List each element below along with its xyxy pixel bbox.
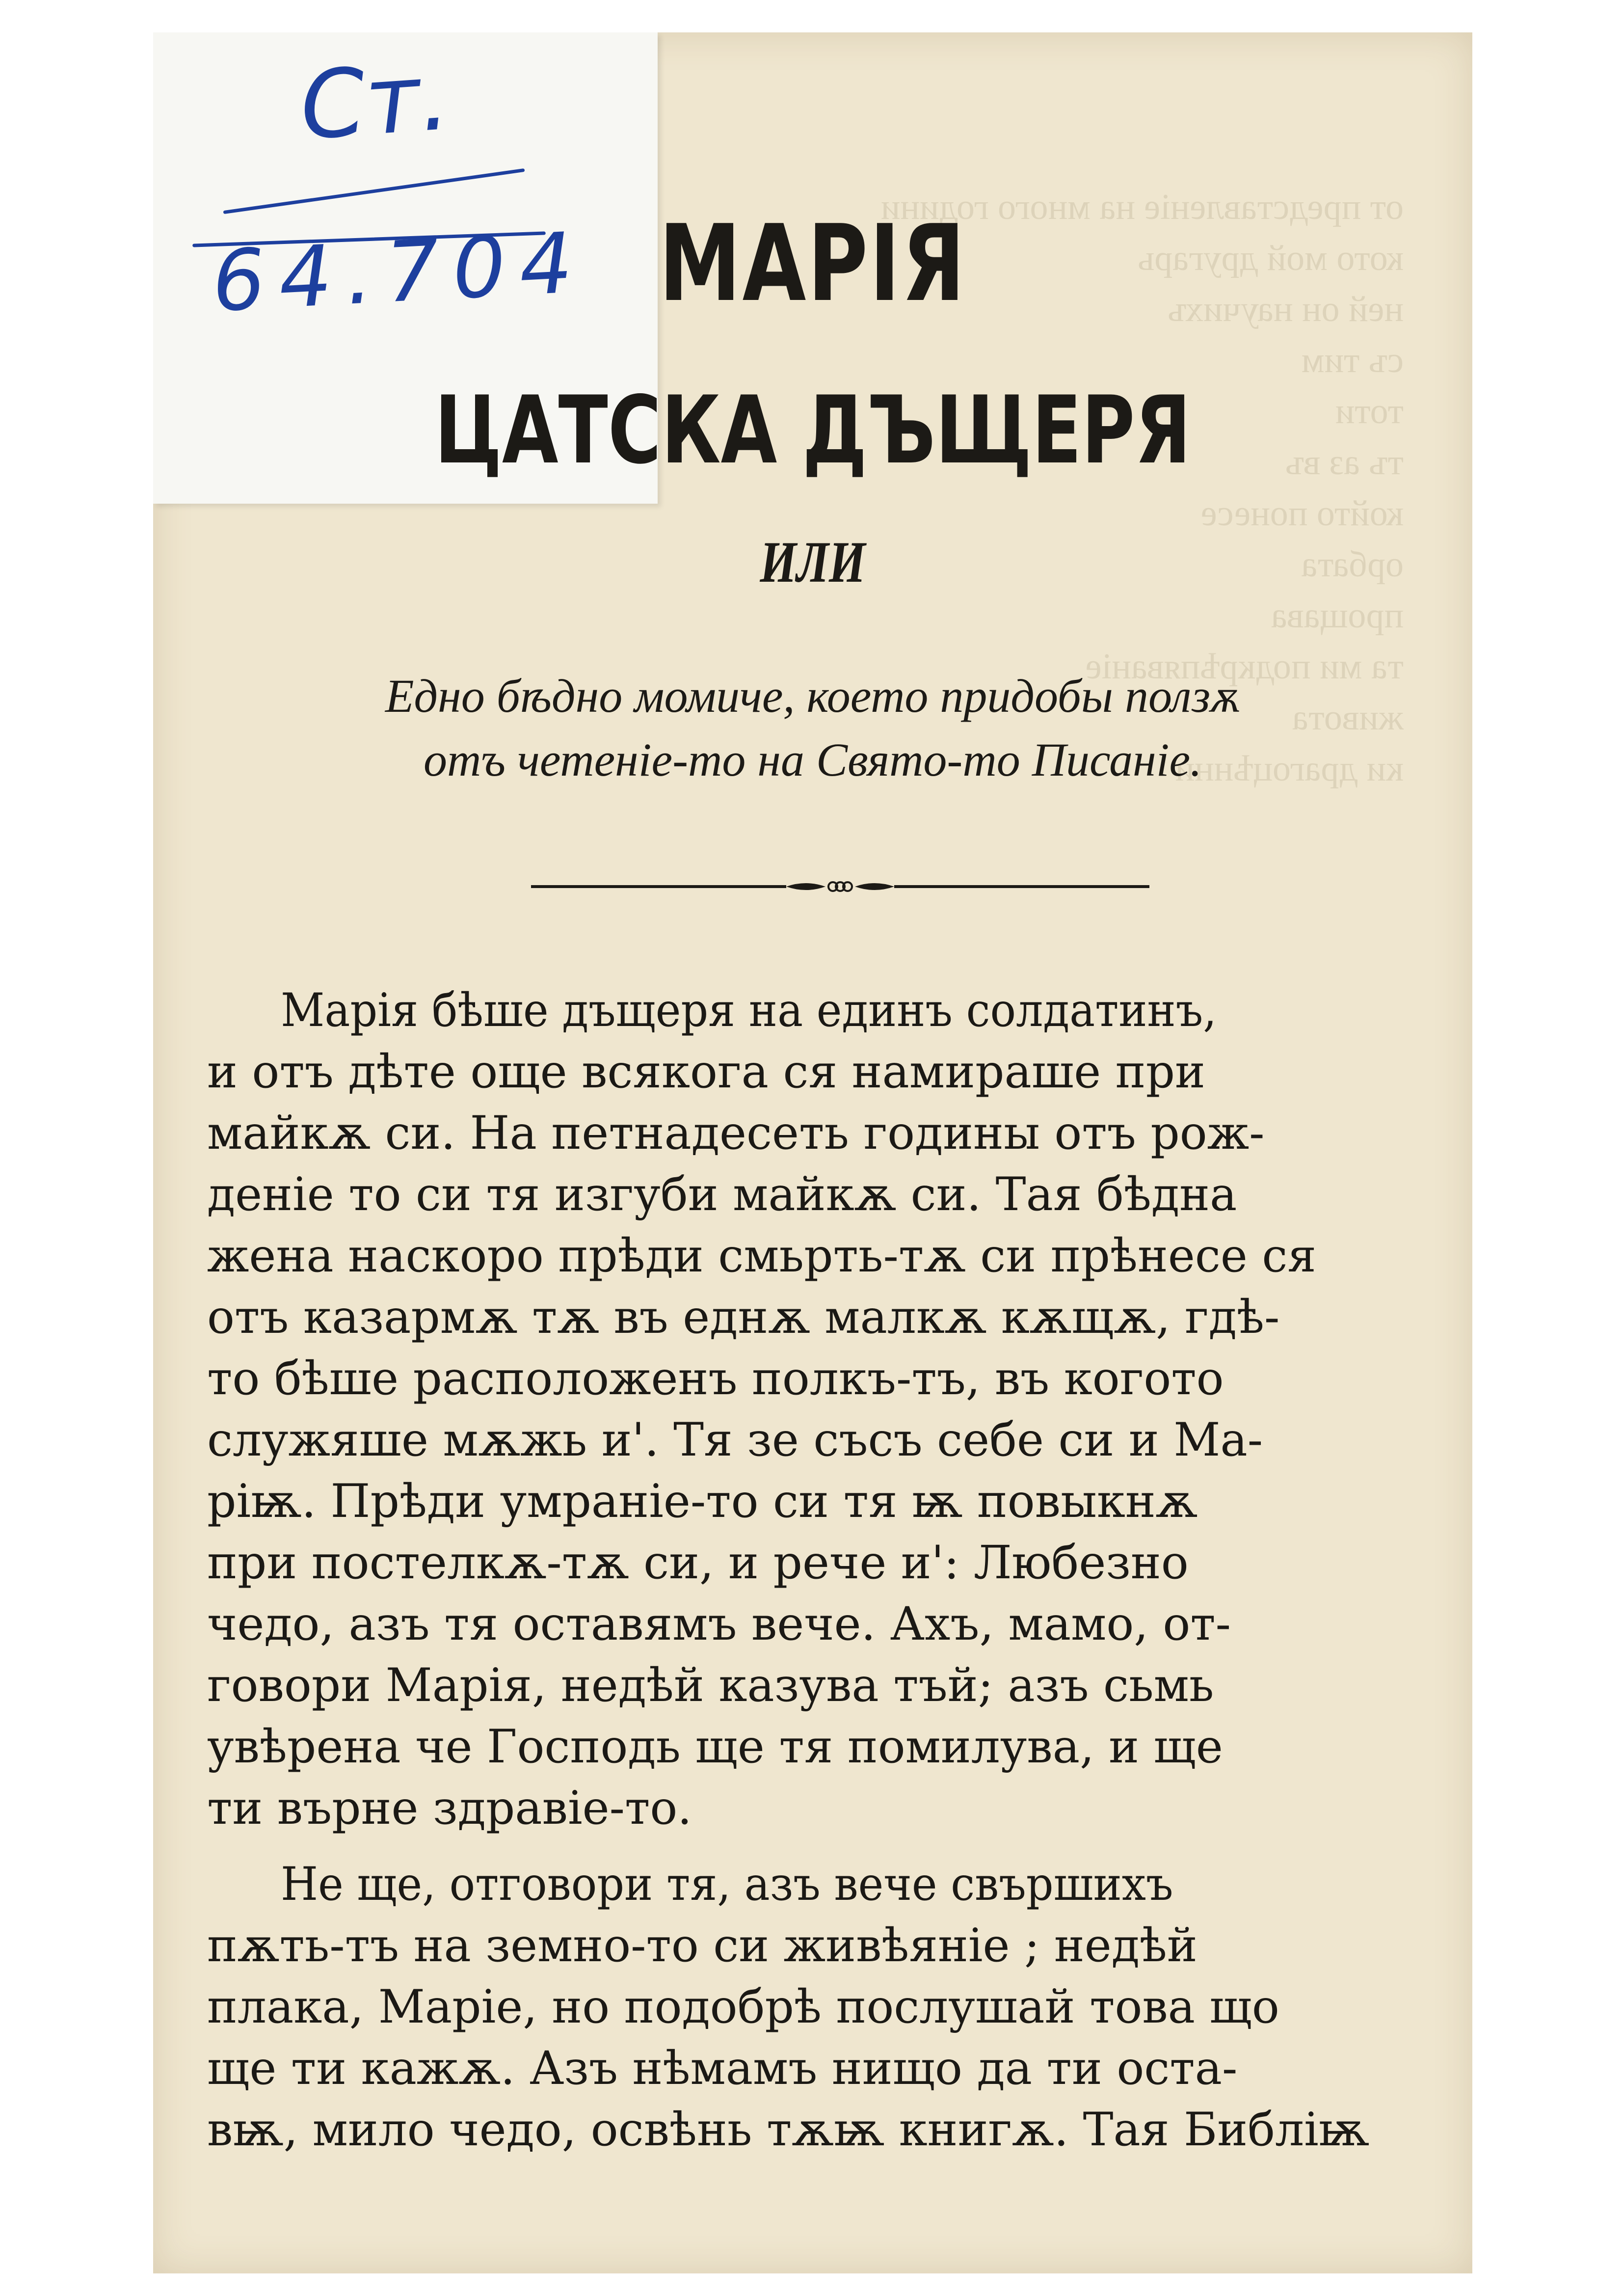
body-line: вѭ, мило чедо, освѣнь тѫѭ книгѫ. Тая Библіѭ [207, 2103, 1370, 2157]
body-line: увѣрена че Господь ще тя помилува, и ще [207, 1720, 1223, 1774]
body-line: чедо, азъ тя оставямъ вече. Ахъ, мамо, от- [207, 1597, 1231, 1651]
body-line: то бѣше расположенъ полкъ-тъ, въ когото [207, 1352, 1224, 1405]
body-line: отъ казармѫ тѫ въ еднѫ малкѫ кѫщѫ, гдѣ- [207, 1291, 1280, 1344]
body-line: ріѭ. Прѣди умраніе-то си тя ѭ повыкнѫ [207, 1475, 1198, 1528]
shelf-code: Cт. [296, 42, 453, 161]
body-line: говори Марія, недѣй казува тъй; азъ сьмь [207, 1659, 1214, 1712]
body-line: Марія бѣше дъщеря на единъ солдатинъ, [281, 984, 1217, 1037]
title-connector: ИЛИ [760, 529, 866, 594]
book-page [153, 32, 1472, 2273]
shelf-number: 64.704 [210, 214, 589, 331]
body-line: ти върне здравіе-то. [207, 1782, 692, 1835]
body-line: служяше мѫжь и'. Тя зе съсъ себе си и Ма- [207, 1413, 1263, 1467]
body-line: пѫть-тъ на земно-то си живѣяніе ; недѣй [207, 1919, 1197, 1972]
body-line: при постелкѫ-тѫ си, и рече и': Любезно [207, 1536, 1189, 1590]
body-line: майкѫ си. На петнадесеть годины отъ рож- [207, 1107, 1265, 1160]
body-line: и отъ дѣте още всякога ся намираше при [207, 1045, 1205, 1099]
body-line: плака, Маріе, но подобрѣ послушай това що [207, 1980, 1279, 2034]
body-line: жена наскоро прѣди смьрть-тѫ си прѣнесе ся [207, 1229, 1316, 1283]
body-line: Не ще, отговори тя, азъ вече свършихъ [281, 1858, 1173, 1911]
ornamental-divider [531, 877, 1149, 896]
body-line: деніе то си тя изгуби майкѫ си. Тая бѣдна [207, 1168, 1237, 1221]
subtitle-line-2: отъ четеніе-то на Свято-то Писаніе. [423, 733, 1202, 786]
bleed-through-text: от представленіе на много години кото мой другарь ней он научихъ съ тим тоти тъ аз въ който понесе орбата прощава та ми подкрѣпяваніе живота ки драгоцѣнни [880, 187, 1404, 789]
title-line-1: МАРІЯ [659, 202, 967, 325]
body-line: ще ти кажѫ. Азъ нѣмамъ нищо да ти оста- [207, 2042, 1238, 2095]
subtitle-line-1: Едно бѣдно момиче, което придобы ползѫ [385, 670, 1241, 722]
title-line-2: ЦАТСКА ДЪЩЕРЯ [434, 376, 1191, 485]
